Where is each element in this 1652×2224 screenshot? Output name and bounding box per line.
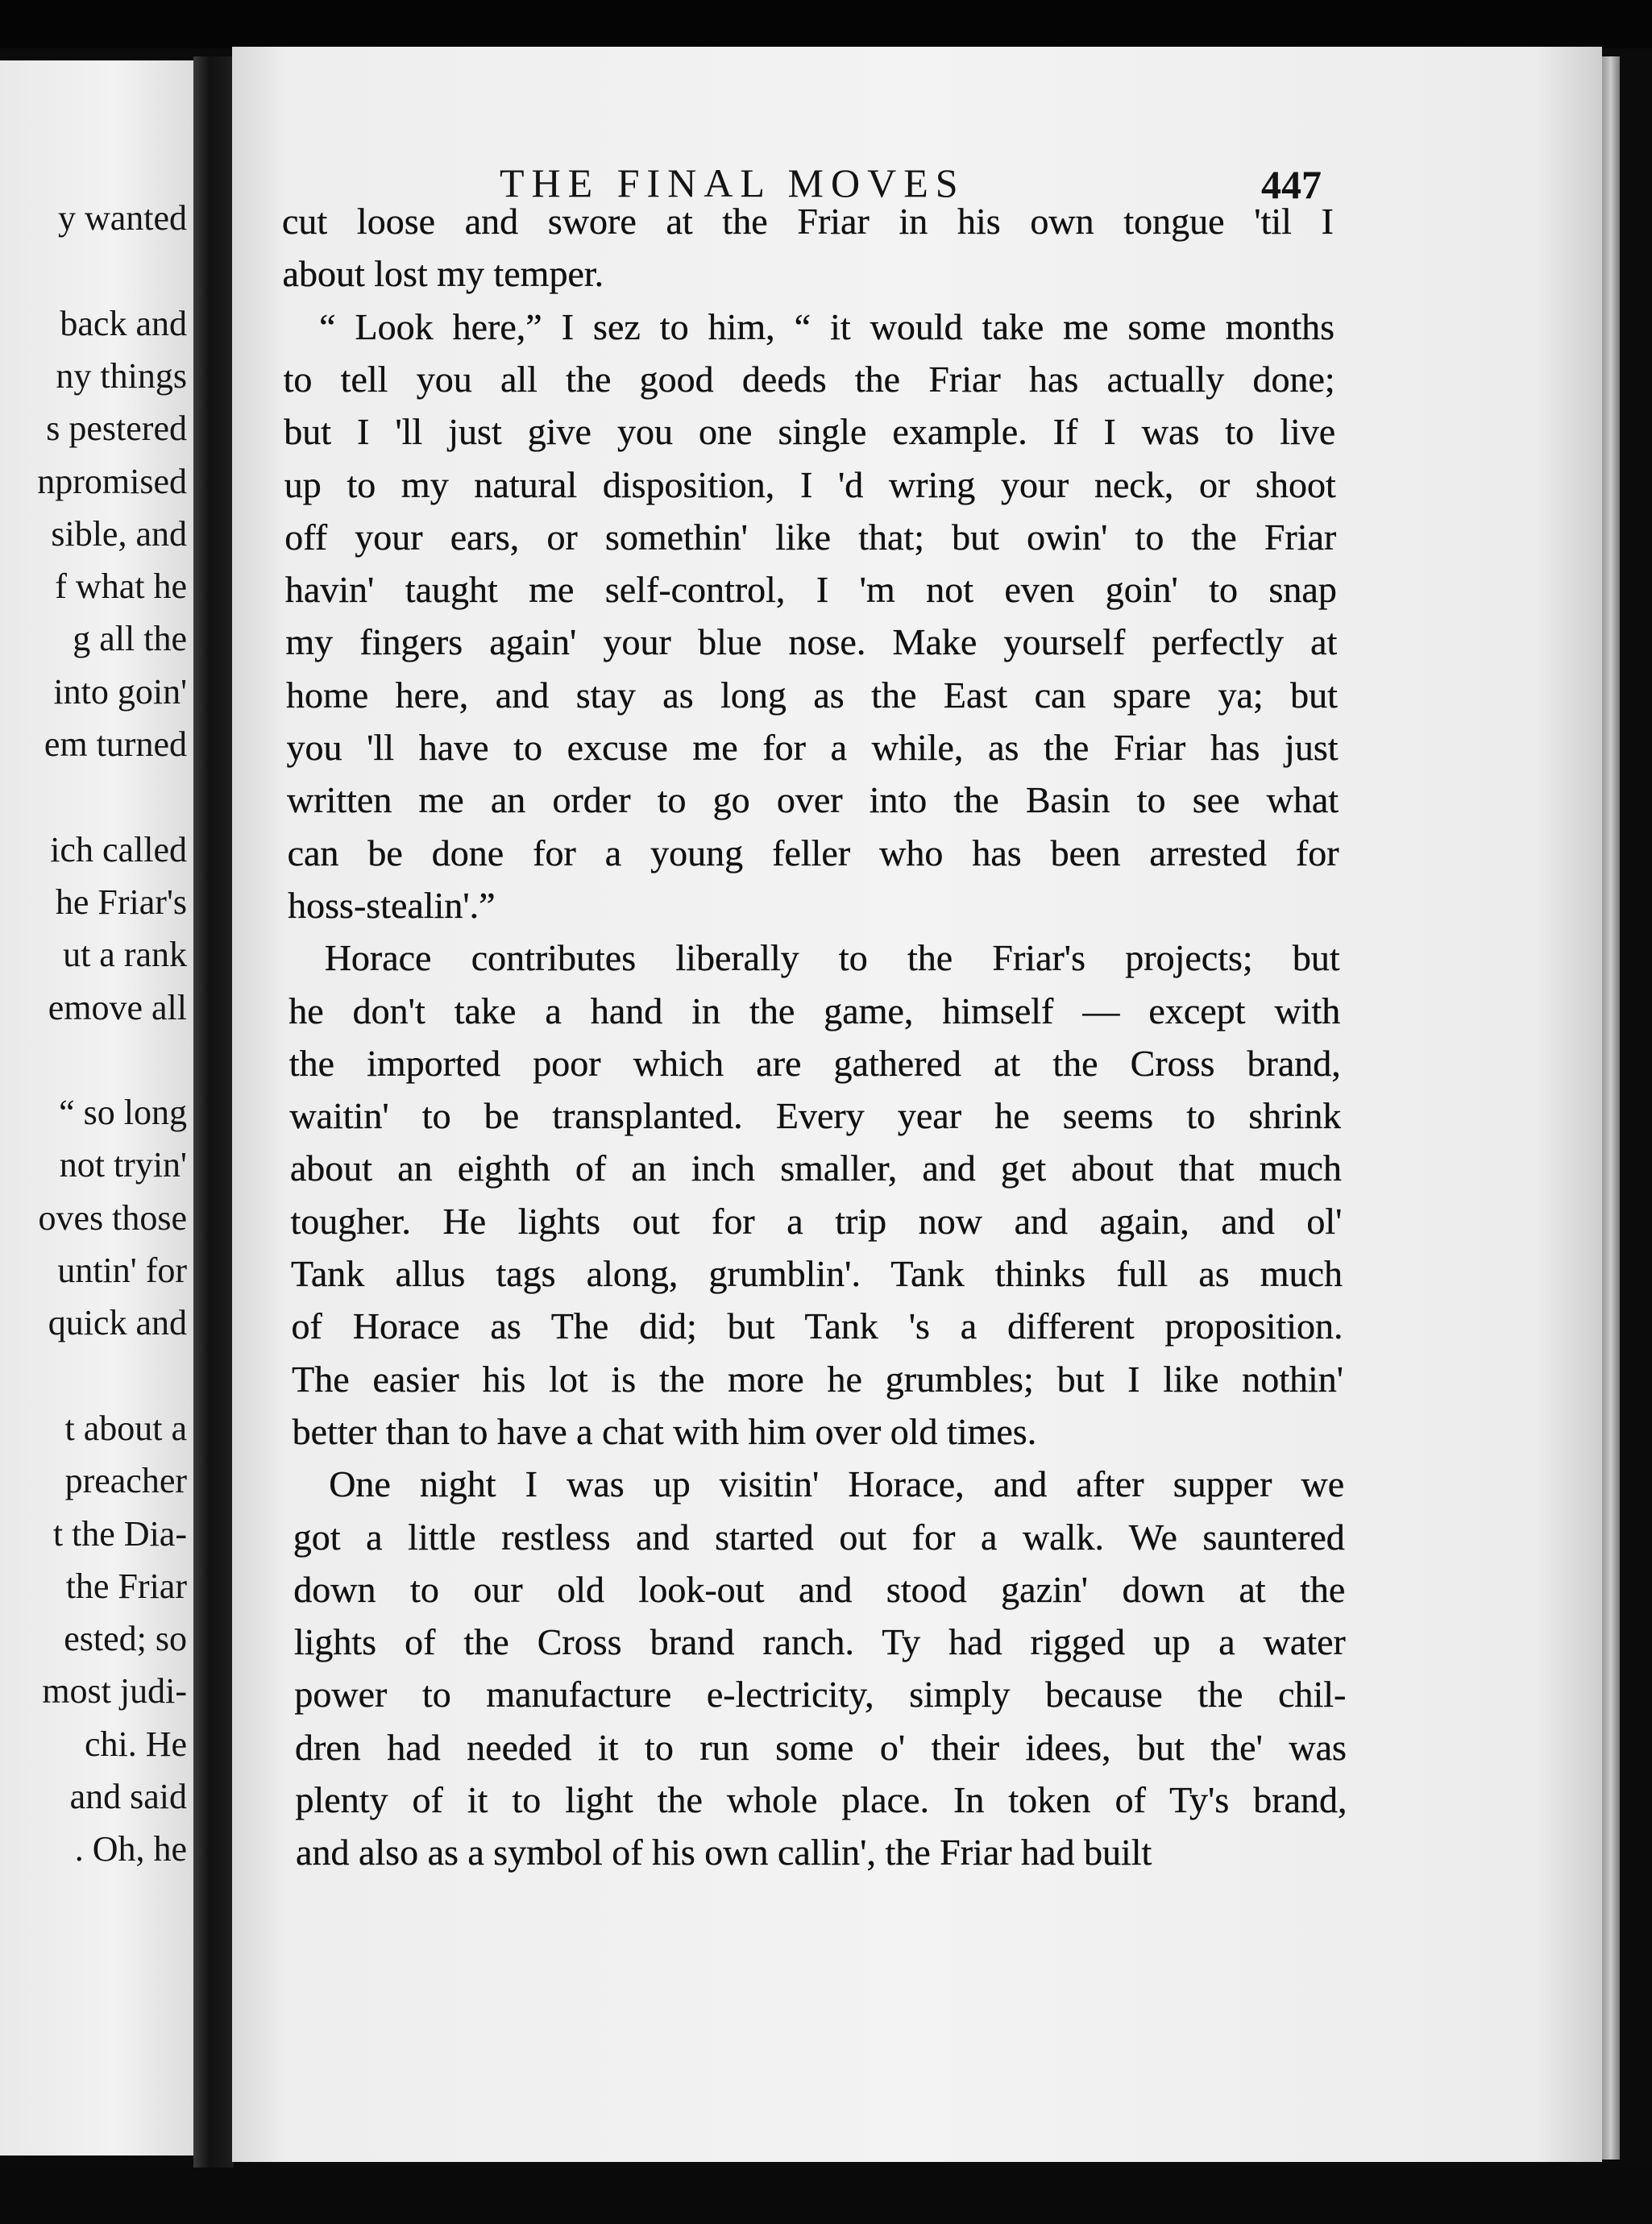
left-page-line: s pestered (46, 409, 187, 449)
body-line: written me an order to go over into the Basin to see what (287, 779, 1339, 821)
left-page-line: untin' for (57, 1251, 187, 1290)
left-page-line: f what he (55, 566, 187, 607)
body-line: waitin' to be transplanted. Every year he seems to shrink (289, 1095, 1342, 1137)
left-page-line: not tryin' (59, 1145, 187, 1185)
body-line: tougher. He lights out for a trip now and again, and ol' (290, 1200, 1343, 1242)
body-line: you 'll have to excuse me for a while, as the Friar has just (286, 727, 1339, 768)
body-line: of Horace as The did; but Tank 's a different proposition. (291, 1305, 1343, 1347)
left-page-line: . Oh, he (74, 1829, 187, 1869)
left-page-line: he Friar's (55, 882, 187, 922)
body-line: havin' taught me self-control, I 'm not even goin' to snap (284, 569, 1337, 611)
page-edge (1602, 56, 1620, 2160)
body-line: and also as a symbol of his own callin', the Friar had built (296, 1832, 1152, 1873)
body-line: he don't take a hand in the game, himself — except with (288, 990, 1341, 1031)
body-line: to tell you all the good deeds the Friar has actually done; (283, 358, 1335, 400)
left-page-line: ich called (50, 829, 187, 869)
left-page (0, 60, 193, 2156)
body-line: Horace contributes liberally to the Friar's projects; but (324, 937, 1340, 979)
left-page-line: t about a (64, 1408, 187, 1448)
body-line: The easier his lot is the more he grumbles; but I like nothin' (292, 1358, 1344, 1400)
scan-border-bottom (0, 2168, 1652, 2224)
body-line: the imported poor which are gathered at the Cross brand, (288, 1042, 1341, 1084)
body-line: cut loose and swore at the Friar in his own tongue 'til I (282, 201, 1334, 242)
left-page-line: and said (69, 1777, 187, 1816)
body-line: about an eighth of an inch smaller, and get about that much (289, 1147, 1342, 1189)
body-line: better than to have a chat with him over old times. (292, 1410, 1037, 1452)
body-line: up to my natural disposition, I 'd wring your neck, or shoot (284, 463, 1336, 505)
left-page-line: ested; so (64, 1619, 187, 1659)
body-line: my fingers again' your blue nose. Make yourself perfectly at (285, 621, 1338, 663)
scan-border-top (0, 0, 1652, 48)
body-line: about lost my temper. (282, 253, 604, 295)
page-number: 447 (1261, 162, 1322, 207)
book-gutter (193, 56, 234, 2168)
running-head: THE FINAL MOVES (500, 160, 965, 205)
left-page-line: y wanted (57, 198, 187, 238)
left-page-line: em turned (44, 724, 187, 764)
left-page-line: ny things (56, 355, 187, 396)
left-page-line: “ so long (59, 1093, 187, 1133)
left-page-line: oves those (38, 1197, 187, 1238)
left-page-line: npromised (37, 461, 187, 501)
left-page-line: chi. He (84, 1724, 187, 1764)
left-page-line: the Friar (65, 1566, 187, 1606)
body-line: hoss-stealin'.” (288, 884, 496, 926)
body-line: down to our old look-out and stood gazin' down at the (293, 1568, 1346, 1610)
left-page-line: g all the (73, 619, 187, 659)
body-line: home here, and stay as long as the East can spare ya; but (285, 674, 1338, 716)
left-page-line: most judi- (42, 1671, 187, 1712)
body-line: One night I was up visitin' Horace, and after supper we (329, 1463, 1345, 1505)
left-page-line: ut a rank (63, 935, 187, 975)
body-line: but I 'll just give you one single example. If I was to live (284, 411, 1336, 453)
body-line: power to manufacture e-lectricity, simply because the chil- (294, 1674, 1347, 1716)
body-line: “ Look here,” I sez to him, “ it would take me some months (319, 305, 1335, 347)
left-page-line: sible, and (51, 513, 187, 554)
body-line: can be done for a young feller who has been arrested for (287, 832, 1339, 873)
body-line: lights of the Cross brand ranch. Ty had rigged up a water (293, 1621, 1346, 1663)
left-page-line: back and (60, 303, 187, 343)
body-line: got a little restless and started out for a walk. We sauntered (293, 1516, 1345, 1558)
body-line: off your ears, or somethin' like that; but owin' to the Friar (284, 516, 1337, 558)
left-page-line: into goin' (53, 671, 187, 712)
left-page-line: quick and (48, 1303, 187, 1343)
body-line: plenty of it to light the whole place. In token of Ty's brand, (295, 1779, 1347, 1820)
left-page-line: t the Dia- (52, 1513, 187, 1554)
left-page-line: preacher (64, 1461, 187, 1501)
body-line: Tank allus tags along, grumblin'. Tank thinks full as much (291, 1253, 1343, 1294)
left-page-line: emove all (48, 987, 187, 1027)
body-line: dren had needed it to run some o' their idees, but the' was (294, 1726, 1347, 1768)
